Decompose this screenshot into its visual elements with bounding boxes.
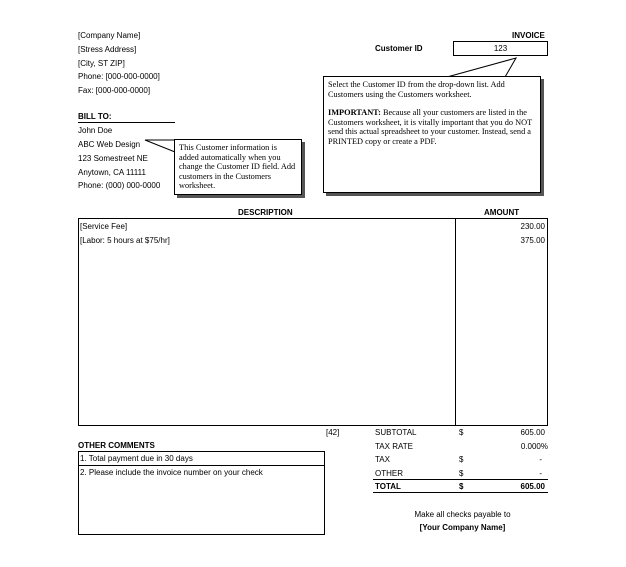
company-address: [Stress Address] (78, 45, 137, 54)
total-currency: $ (459, 482, 464, 491)
table-row-1-amount[interactable]: 230.00 (520, 222, 545, 231)
other-value[interactable]: - (539, 469, 542, 478)
other-currency: $ (459, 469, 464, 478)
amount-column-divider (455, 218, 456, 426)
comment-item-2: 2. Please include the invoice number on your check (80, 468, 263, 477)
customer-id-value: 123 (493, 44, 508, 53)
tax-value: - (539, 455, 542, 464)
company-city: [City, ST ZIP] (78, 59, 125, 68)
bill-to-company: ABC Web Design (78, 140, 141, 149)
bill-to-phone: Phone: (000) 000-0000 (78, 181, 161, 190)
payable-line: Make all checks payable to (414, 510, 511, 519)
total-bottom-rule (373, 492, 548, 493)
subtotal-currency: $ (459, 428, 464, 437)
customer-id-label: Customer ID (375, 44, 423, 53)
bill-to-city: Anytown, CA 11111 (78, 168, 146, 177)
company-phone: Phone: [000-000-0000] (78, 72, 160, 81)
subtotal-label: SUBTOTAL (375, 428, 417, 437)
line-items-table (78, 218, 548, 426)
callout-important-label: IMPORTANT: (328, 108, 381, 117)
total-label: TOTAL (375, 482, 401, 491)
footer-company: [Your Company Name] (419, 523, 506, 532)
tax-rate-label: TAX RATE (375, 442, 413, 451)
tax-rate-value[interactable]: 0.000% (520, 442, 548, 451)
subtotal-value: 605.00 (520, 428, 545, 437)
amount-header: AMOUNT (484, 208, 520, 217)
company-name: [Company Name] (78, 31, 141, 40)
table-row-2-amount[interactable]: 375.00 (520, 236, 545, 245)
callout-bill-to (174, 139, 302, 195)
bill-to-street: 123 Somestreet NE (78, 154, 148, 163)
table-row-1-description[interactable]: [Service Fee] (80, 222, 128, 231)
row-count-note: [42] (326, 428, 340, 437)
bill-to-heading: BILL TO: (78, 112, 112, 121)
table-row-2-description[interactable]: [Labor: 5 hours at $75/hr] (80, 236, 170, 245)
callout-pointer-customer-id (447, 58, 516, 77)
bill-to-name: John Doe (78, 126, 113, 135)
tax-label: TAX (375, 455, 390, 464)
total-value: 605.00 (520, 482, 545, 491)
callout-customer-id (323, 76, 541, 193)
description-header: DESCRIPTION (238, 208, 293, 217)
comment-item-1: 1. Total payment due in 30 days (80, 454, 193, 463)
callout-pointer-bill-to (145, 140, 175, 152)
comments-heading: OTHER COMMENTS (78, 441, 155, 450)
company-fax: Fax: [000-000-0000] (78, 86, 151, 95)
comments-row-divider (78, 465, 325, 466)
total-top-rule (373, 479, 548, 480)
callout-customer-id-line2: Because all your customers are listed in the Customers worksheet, it is vitally important that you do NOT send this actual spreadsheet to your customer. Instead, send a PRINTED copy or create a PDF. (328, 108, 533, 146)
comments-box[interactable] (78, 451, 325, 535)
invoice-title: INVOICE (512, 31, 545, 40)
tax-currency: $ (459, 455, 464, 464)
callout-customer-id-line1: Select the Customer ID from the drop-down list. Add Customers using the Customers worksheet. (328, 80, 505, 99)
bill-to-underline (78, 122, 175, 123)
callout-bill-to-text: This Customer information is added automatically when you change the Customer ID field. Add customers in the Customers worksheet. (179, 143, 296, 190)
other-label: OTHER (375, 469, 403, 478)
